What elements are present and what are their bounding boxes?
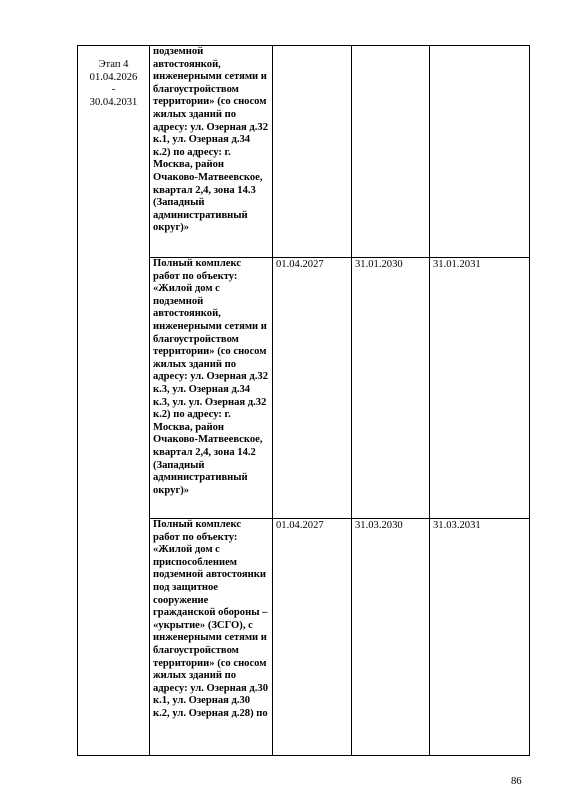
page-number: 86 <box>511 776 522 787</box>
stage-dash: - <box>111 84 116 96</box>
end-date <box>352 46 430 258</box>
stage-name: Этап 4 <box>98 59 129 70</box>
start-date: 01.04.2027 <box>273 519 352 756</box>
start-date <box>273 46 352 258</box>
stage-cell <box>78 46 150 756</box>
stage-start-date: 01.04.2026 <box>89 71 138 83</box>
final-date <box>430 46 530 258</box>
work-description: Полный комплекс работ по объекту: «Жилой дом с подземной автостоянкой, инженерными сетями и благоустройством территории» (со сносом жилых зданий по адресу: ул. Озерная д.32 к.3, ул. Озерная д.34 к.3, ул. ул. Озерная д.32 к.2) по адресу: г. Москва, район Очаково-Матвеевское, квартал 2,4, зона 14.2 (Западный административный округ)» <box>150 258 273 519</box>
final-date: 31.03.2031 <box>430 519 530 756</box>
end-date: 31.01.2030 <box>352 258 430 519</box>
work-description: подземной автостоянкой, инженерными сетями и благоустройством территории» (со сносом жилых зданий по адресу: ул. Озерная д.32 к.1, ул. Озерная д.34 к.2) по адресу: г. Москва, район Очаково-Матвеевское, квартал 2,4, зона 14.3 (Западный административный округ)» <box>150 46 273 258</box>
start-date: 01.04.2027 <box>273 258 352 519</box>
final-date: 31.01.2031 <box>430 258 530 519</box>
stage-end-date: 30.04.2031 <box>89 96 138 108</box>
schedule-table <box>77 45 530 756</box>
end-date: 31.03.2030 <box>352 519 430 756</box>
table-row <box>78 46 530 258</box>
work-description: Полный комплекс работ по объекту: «Жилой дом с приспособлением подземной автостоянки под защитное сооружение гражданской обороны – «укрытие» (ЗСГО), с инженерными сетями и благоустройством территории» (со сносом жилых зданий по адресу: ул. Озерная д.30 к.1, ул. Озерная д.30 к.2, ул. Озерная д.28) по <box>150 519 273 756</box>
